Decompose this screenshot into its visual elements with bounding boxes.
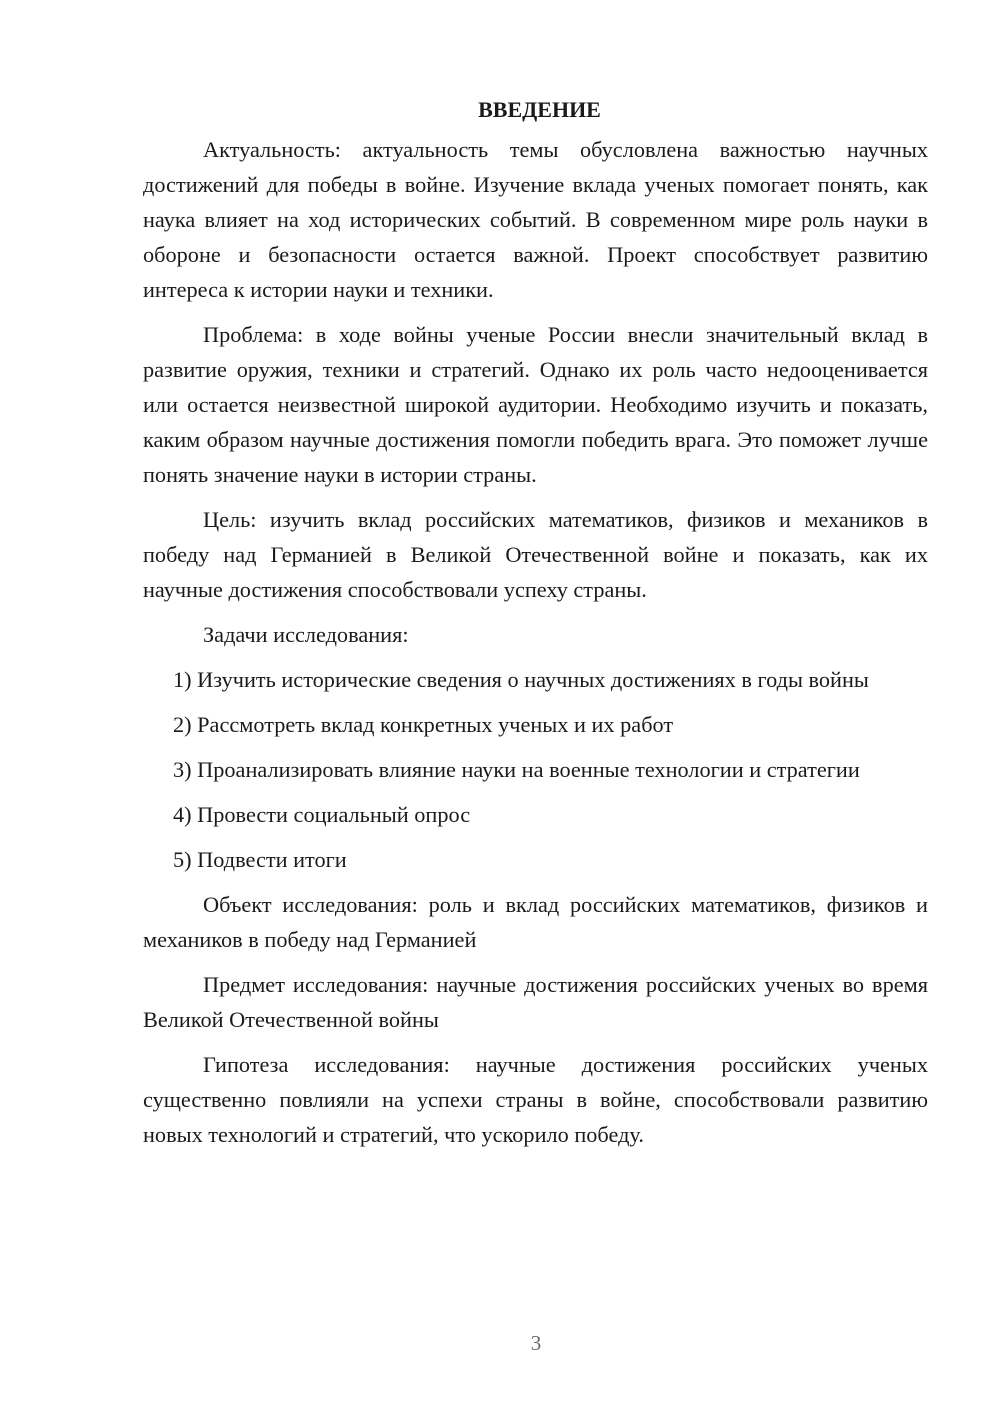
problem-paragraph: Проблема: в ходе войны ученые России внесли значительный вклад в развитие оружия, техники и стратегий. Однако их роль часто недооценивается или остается неизвестной широкой аудитории. Необходимо изучить и показать, каким образом научные достижения помогли победить врага. Это поможет лучше понять значение науки в истории страны. — [143, 322, 928, 487]
task-item-3: 3) Проанализировать влияние науки на военные технологии и стратегии — [173, 757, 860, 782]
hypothesis-paragraph: Гипотеза исследования: научные достижения российских ученых существенно повлияли на успехи страны в войне, способствовали развитию новых технологий и стратегий, что ускорило победу. — [143, 1052, 928, 1147]
task-item-2: 2) Рассмотреть вклад конкретных ученых и их работ — [173, 712, 674, 737]
object-paragraph: Объект исследования: роль и вклад российских математиков, физиков и механиков в победу над Германией — [143, 892, 928, 952]
tasks-list — [143, 662, 928, 877]
task-item-1: 1) Изучить исторические сведения о научных достижениях в годы войны — [173, 667, 869, 692]
section-title: ВВЕДЕНИЕ — [478, 97, 601, 122]
page-number: 3 — [530, 1331, 542, 1355]
task-item-5: 5) Подвести итоги — [173, 847, 347, 872]
task-item-4: 4) Провести социальный опрос — [173, 802, 471, 827]
goal-paragraph: Цель: изучить вклад российских математиков, физиков и механиков в победу над Германией в Великой Отечественной войне и показать, как их научные достижения способствовали успеху страны. — [143, 507, 928, 602]
tasks-heading: Задачи исследования: — [203, 622, 409, 647]
relevance-paragraph: Актуальность: актуальность темы обусловлена важностью научных достижений для победы в войне. Изучение вклада ученых помогает понять, как наука влияет на ход исторических событий. В современном мире роль науки в обороне и безопасности остается важной. Проект способствует развитию интереса к истории науки и техники. — [143, 137, 928, 302]
subject-paragraph: Предмет исследования: научные достижения российских ученых во время Великой Отечественной войны — [143, 972, 928, 1032]
document-page — [143, 88, 928, 1152]
